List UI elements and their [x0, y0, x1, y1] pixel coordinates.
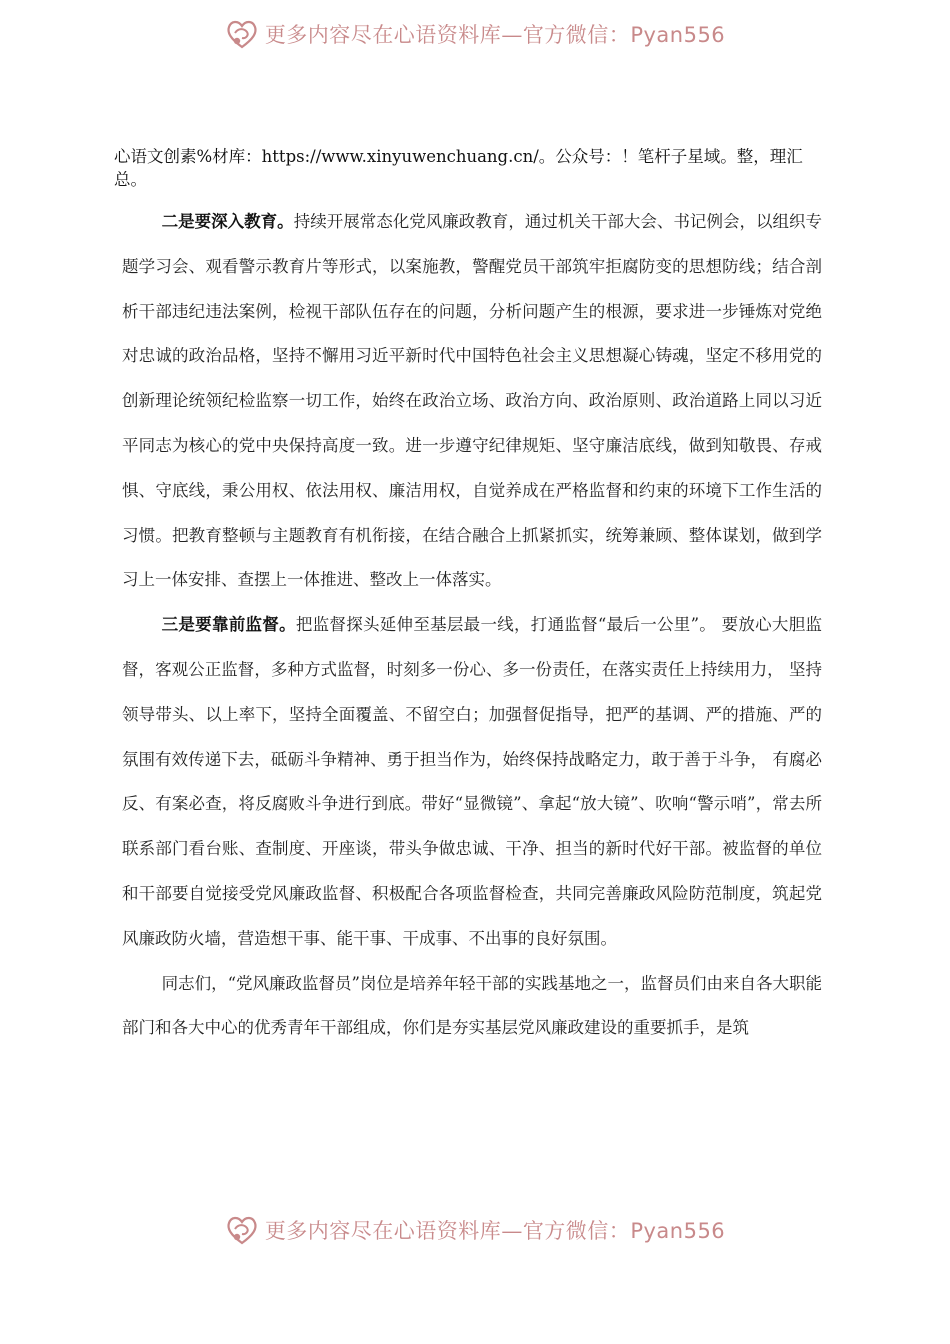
paragraph-text: 把监督探头延伸至基层最一线，打通监督“最后一公里”。 要放心大胆监督，客观公正监督，多种方式监督，时刻多一份心、多一份责任，在落实责任上持续用力， 坚持领导带头、以上率下，坚持全面覆盖、不留空白；加强督促指导，把严的基调、严的措施、严的氛围有效传递下去，砥砺斗争精神、勇于担当作为，始终保持战略定力，敢于善于斗争， 有腐必反、有案必查，将反腐败斗争进行到底。带好“显微镜”、拿起“放大镜”、吹响“警示哨”，常去所联系部门看台账、查制度、开座谈，带头争做忠诚、干净、担当的新时代好干部。被监督的单位和干部要自觉接受党风廉政监督、积极配合各项监督检查，共同完善廉政风险防范制度，筑起党风廉政防火墙，营造想干事、能干事、干成事、不出事的良好氛围。 [122, 615, 822, 948]
source-note: 心语文创素%材库：https://www.xinyuwenchuang.cn/。公众号：！笔杆子星域。整，理汇总。 [114, 147, 803, 189]
banner-wechat-label: 官方微信： [522, 23, 631, 47]
banner-wechat-id: Pyan556 [630, 23, 726, 47]
heart-swirl-logo-icon [225, 17, 259, 51]
header-banner [0, 14, 950, 54]
paragraph-lead: 三是要靠前监督。 [161, 615, 296, 635]
paragraph-education [122, 200, 822, 603]
paragraph-text: 持续开展常态化党风廉政教育，通过机关干部大会、书记例会，以组织专题学习会、观看警示教育片等形式，以案施教，警醒党员干部筑牢拒腐防变的思想防线；结合剖析干部违纪违法案例，检视干部队伍存在的问题，分析问题产生的根源，要求进一步锤炼对党绝对忠诚的政治品格，坚持不懈用习近平新时代中国特色社会主义思想凝心铸魂，坚定不移用党的创新理论统领纪检监察一切工作，始终在政治立场、政治方向、政治原则、政治道路上同以习近平同志为核心的党中央保持高度一致。进一步遵守纪律规矩、坚守廉洁底线，做到知敬畏、存戒惧、守底线，秉公用权、依法用权、廉洁用权，自觉养成在严格监督和约束的环境下工作生活的习惯。把教育整顿与主题教育有机衔接，在结合融合上抓紧抓实，统筹兼顾、整体谋划，做到学习上一体安排、查摆上一体推进、整改上一体落实。 [122, 212, 823, 590]
heart-swirl-logo-icon [225, 1213, 259, 1247]
paragraph-supervision [122, 603, 822, 961]
paragraph-text: 同志们，“党风廉政监督员”岗位是培养年轻干部的实践基地之一，监督员们由来自各大职能部门和各大中心的优秀青年干部组成，你们是夯实基层党风廉政建设的重要抓手，是筑 [122, 973, 822, 1038]
paragraph-lead: 二是要深入教育。 [161, 212, 294, 231]
banner-wechat-id: Pyan556 [630, 1219, 726, 1243]
banner-dash: — [501, 23, 523, 47]
document-body [122, 200, 822, 1051]
banner-text [265, 19, 725, 49]
footer-banner [0, 1210, 950, 1250]
banner-dash: — [501, 1219, 523, 1243]
paragraph-comrades [122, 962, 822, 1052]
banner-wechat-label: 官方微信： [522, 1219, 631, 1243]
banner-main-text: 更多内容尽在心语资料库 [264, 1219, 502, 1243]
banner-text [265, 1215, 725, 1245]
banner-main-text: 更多内容尽在心语资料库 [264, 23, 502, 47]
